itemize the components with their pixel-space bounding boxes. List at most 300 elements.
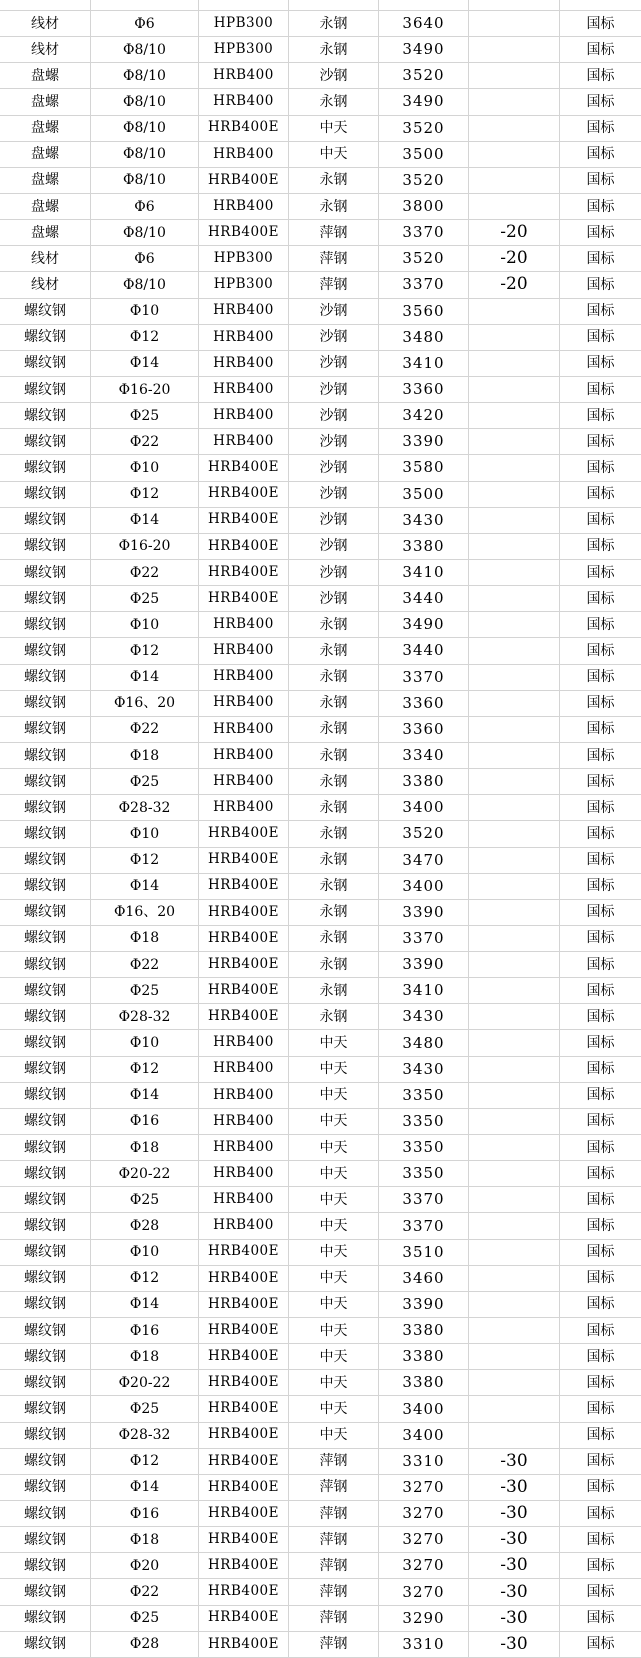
cell-standard[interactable]: 国标 [560,1109,641,1135]
cell-change[interactable] [469,1370,560,1396]
cell-change[interactable] [469,978,560,1004]
cell-spec[interactable]: Φ10 [91,455,199,481]
cell-grade[interactable]: HRB400E [199,1579,289,1605]
cell-spec[interactable]: Φ22 [91,1579,199,1605]
cell-standard[interactable]: 国标 [560,1527,641,1553]
cell-grade[interactable]: HRB400E [199,116,289,142]
cell-spec[interactable]: Φ18 [91,1344,199,1370]
cell-change[interactable] [469,769,560,795]
cell-price[interactable]: 3360 [379,377,469,403]
cell-category[interactable]: 螺纹钢 [0,299,91,325]
cell-standard[interactable]: 国标 [560,1213,641,1239]
cell-standard[interactable]: 国标 [560,874,641,900]
cell-price[interactable]: 3290 [379,1606,469,1632]
cell-spec[interactable]: Φ10 [91,821,199,847]
cell-change[interactable] [469,194,560,220]
cell-change[interactable] [469,717,560,743]
cell-spec[interactable]: Φ14 [91,1083,199,1109]
cell-category[interactable]: 螺纹钢 [0,638,91,664]
cell-price[interactable]: 3370 [379,272,469,298]
cell-grade[interactable]: HRB400E [199,1449,289,1475]
empty-cell[interactable] [289,0,379,11]
cell-change[interactable] [469,1396,560,1422]
cell-price[interactable]: 3430 [379,1004,469,1030]
cell-category[interactable]: 螺纹钢 [0,1553,91,1579]
cell-standard[interactable]: 国标 [560,1240,641,1266]
cell-category[interactable]: 螺纹钢 [0,1109,91,1135]
cell-change[interactable] [469,1057,560,1083]
cell-price[interactable]: 3270 [379,1501,469,1527]
cell-spec[interactable]: Φ12 [91,848,199,874]
cell-standard[interactable]: 国标 [560,612,641,638]
cell-spec[interactable]: Φ28-32 [91,795,199,821]
cell-standard[interactable]: 国标 [560,168,641,194]
cell-spec[interactable]: Φ16 [91,1109,199,1135]
cell-standard[interactable]: 国标 [560,691,641,717]
cell-price[interactable]: 3370 [379,1213,469,1239]
cell-spec[interactable]: Φ16、20 [91,691,199,717]
cell-spec[interactable]: Φ22 [91,560,199,586]
cell-change[interactable]: -30 [469,1501,560,1527]
cell-category[interactable]: 螺纹钢 [0,848,91,874]
cell-price[interactable]: 3500 [379,482,469,508]
cell-category[interactable]: 螺纹钢 [0,874,91,900]
cell-price[interactable]: 3470 [379,848,469,874]
cell-standard[interactable]: 国标 [560,1370,641,1396]
cell-change[interactable] [469,429,560,455]
cell-price[interactable]: 3370 [379,926,469,952]
cell-standard[interactable]: 国标 [560,769,641,795]
cell-change[interactable] [469,1240,560,1266]
cell-grade[interactable]: HRB400 [199,691,289,717]
cell-mill[interactable]: 萍钢 [289,1632,379,1658]
cell-price[interactable]: 3350 [379,1109,469,1135]
cell-mill[interactable]: 永钢 [289,612,379,638]
cell-price[interactable]: 3520 [379,116,469,142]
cell-category[interactable]: 螺纹钢 [0,1213,91,1239]
cell-grade[interactable]: HPB300 [199,11,289,37]
cell-spec[interactable]: Φ18 [91,926,199,952]
cell-mill[interactable]: 中天 [289,1344,379,1370]
cell-grade[interactable]: HRB400 [199,325,289,351]
cell-price[interactable]: 3370 [379,665,469,691]
cell-mill[interactable]: 永钢 [289,665,379,691]
cell-spec[interactable]: Φ14 [91,1475,199,1501]
cell-standard[interactable]: 国标 [560,403,641,429]
cell-grade[interactable]: HRB400 [199,1030,289,1056]
cell-grade[interactable]: HRB400E [199,1344,289,1370]
cell-mill[interactable]: 萍钢 [289,1527,379,1553]
cell-standard[interactable]: 国标 [560,1318,641,1344]
cell-price[interactable]: 3460 [379,1266,469,1292]
cell-spec[interactable]: Φ18 [91,1527,199,1553]
cell-mill[interactable]: 萍钢 [289,1449,379,1475]
cell-price[interactable]: 3520 [379,821,469,847]
cell-mill[interactable]: 永钢 [289,926,379,952]
cell-change[interactable] [469,116,560,142]
cell-standard[interactable]: 国标 [560,848,641,874]
cell-standard[interactable]: 国标 [560,299,641,325]
cell-grade[interactable]: HRB400 [199,1213,289,1239]
cell-mill[interactable]: 沙钢 [289,299,379,325]
cell-price[interactable]: 3350 [379,1161,469,1187]
cell-mill[interactable]: 永钢 [289,691,379,717]
cell-spec[interactable]: Φ8/10 [91,220,199,246]
cell-spec[interactable]: Φ16 [91,1318,199,1344]
cell-category[interactable]: 盘螺 [0,89,91,115]
cell-grade[interactable]: HRB400E [199,1004,289,1030]
cell-change[interactable]: -30 [469,1527,560,1553]
cell-standard[interactable]: 国标 [560,1606,641,1632]
empty-cell[interactable] [199,0,289,11]
cell-price[interactable]: 3350 [379,1083,469,1109]
cell-price[interactable]: 3360 [379,717,469,743]
cell-price[interactable]: 3380 [379,1344,469,1370]
cell-spec[interactable]: Φ20-22 [91,1161,199,1187]
cell-category[interactable]: 螺纹钢 [0,586,91,612]
cell-category[interactable]: 螺纹钢 [0,612,91,638]
cell-standard[interactable]: 国标 [560,1083,641,1109]
cell-category[interactable]: 螺纹钢 [0,952,91,978]
cell-price[interactable]: 3440 [379,586,469,612]
cell-mill[interactable]: 永钢 [289,168,379,194]
cell-standard[interactable]: 国标 [560,246,641,272]
cell-change[interactable] [469,482,560,508]
cell-mill[interactable]: 萍钢 [289,272,379,298]
cell-category[interactable]: 螺纹钢 [0,769,91,795]
cell-spec[interactable]: Φ22 [91,717,199,743]
cell-price[interactable]: 3370 [379,220,469,246]
cell-price[interactable]: 3310 [379,1449,469,1475]
cell-price[interactable]: 3270 [379,1579,469,1605]
cell-category[interactable]: 盘螺 [0,220,91,246]
cell-mill[interactable]: 永钢 [289,874,379,900]
cell-spec[interactable]: Φ20-22 [91,1370,199,1396]
cell-category[interactable]: 螺纹钢 [0,717,91,743]
cell-category[interactable]: 盘螺 [0,63,91,89]
cell-category[interactable]: 螺纹钢 [0,1057,91,1083]
cell-grade[interactable]: HRB400E [199,926,289,952]
cell-spec[interactable]: Φ12 [91,1057,199,1083]
cell-category[interactable]: 螺纹钢 [0,1004,91,1030]
cell-price[interactable]: 3520 [379,246,469,272]
cell-category[interactable]: 螺纹钢 [0,1292,91,1318]
cell-grade[interactable]: HRB400E [199,1396,289,1422]
cell-spec[interactable]: Φ10 [91,612,199,638]
cell-spec[interactable]: Φ6 [91,194,199,220]
cell-standard[interactable]: 国标 [560,220,641,246]
cell-change[interactable] [469,168,560,194]
cell-change[interactable]: -20 [469,246,560,272]
cell-grade[interactable]: HRB400E [199,508,289,534]
cell-category[interactable]: 线材 [0,11,91,37]
cell-grade[interactable]: HRB400 [199,429,289,455]
cell-mill[interactable]: 永钢 [289,769,379,795]
cell-grade[interactable]: HRB400E [199,848,289,874]
cell-spec[interactable]: Φ20 [91,1553,199,1579]
cell-change[interactable] [469,534,560,560]
cell-mill[interactable]: 中天 [289,1083,379,1109]
cell-change[interactable] [469,142,560,168]
cell-mill[interactable]: 沙钢 [289,325,379,351]
cell-grade[interactable]: HRB400E [199,821,289,847]
cell-grade[interactable]: HRB400 [199,63,289,89]
cell-standard[interactable]: 国标 [560,795,641,821]
cell-standard[interactable]: 国标 [560,952,641,978]
cell-price[interactable]: 3420 [379,403,469,429]
cell-category[interactable]: 螺纹钢 [0,1579,91,1605]
cell-spec[interactable]: Φ14 [91,665,199,691]
cell-mill[interactable]: 永钢 [289,194,379,220]
empty-cell[interactable] [560,0,641,11]
cell-standard[interactable]: 国标 [560,508,641,534]
cell-grade[interactable]: HRB400 [199,1187,289,1213]
cell-mill[interactable]: 沙钢 [289,560,379,586]
cell-standard[interactable]: 国标 [560,1266,641,1292]
cell-grade[interactable]: HRB400E [199,1501,289,1527]
cell-category[interactable]: 螺纹钢 [0,795,91,821]
cell-mill[interactable]: 中天 [289,1161,379,1187]
cell-grade[interactable]: HRB400E [199,952,289,978]
cell-mill[interactable]: 中天 [289,142,379,168]
cell-change[interactable] [469,325,560,351]
cell-change[interactable] [469,926,560,952]
cell-mill[interactable]: 永钢 [289,821,379,847]
cell-spec[interactable]: Φ25 [91,586,199,612]
cell-standard[interactable]: 国标 [560,455,641,481]
cell-category[interactable]: 螺纹钢 [0,1423,91,1449]
cell-category[interactable]: 线材 [0,37,91,63]
cell-standard[interactable]: 国标 [560,1579,641,1605]
cell-spec[interactable]: Φ10 [91,299,199,325]
cell-mill[interactable]: 永钢 [289,795,379,821]
cell-spec[interactable]: Φ12 [91,482,199,508]
cell-spec[interactable]: Φ12 [91,325,199,351]
cell-spec[interactable]: Φ25 [91,1606,199,1632]
cell-standard[interactable]: 国标 [560,1187,641,1213]
cell-standard[interactable]: 国标 [560,1632,641,1658]
cell-category[interactable]: 螺纹钢 [0,455,91,481]
cell-price[interactable]: 3490 [379,612,469,638]
cell-standard[interactable]: 国标 [560,1449,641,1475]
cell-change[interactable]: -30 [469,1553,560,1579]
cell-mill[interactable]: 中天 [289,1292,379,1318]
cell-category[interactable]: 螺纹钢 [0,665,91,691]
cell-spec[interactable]: Φ12 [91,1266,199,1292]
cell-spec[interactable]: Φ28 [91,1213,199,1239]
cell-spec[interactable]: Φ16 [91,1501,199,1527]
cell-price[interactable]: 3510 [379,1240,469,1266]
cell-category[interactable]: 线材 [0,246,91,272]
empty-cell[interactable] [379,0,469,11]
cell-category[interactable]: 螺纹钢 [0,926,91,952]
cell-spec[interactable]: Φ8/10 [91,89,199,115]
cell-change[interactable] [469,403,560,429]
cell-spec[interactable]: Φ22 [91,429,199,455]
cell-standard[interactable]: 国标 [560,116,641,142]
cell-change[interactable] [469,89,560,115]
cell-grade[interactable]: HRB400E [199,1527,289,1553]
cell-category[interactable]: 螺纹钢 [0,377,91,403]
cell-mill[interactable]: 中天 [289,1318,379,1344]
cell-mill[interactable]: 萍钢 [289,220,379,246]
cell-mill[interactable]: 中天 [289,1240,379,1266]
cell-change[interactable] [469,743,560,769]
cell-grade[interactable]: HRB400 [199,1109,289,1135]
cell-mill[interactable]: 沙钢 [289,351,379,377]
cell-change[interactable]: -30 [469,1606,560,1632]
cell-price[interactable]: 3500 [379,142,469,168]
cell-category[interactable]: 螺纹钢 [0,691,91,717]
cell-category[interactable]: 盘螺 [0,168,91,194]
cell-price[interactable]: 3490 [379,37,469,63]
cell-grade[interactable]: HRB400E [199,455,289,481]
cell-standard[interactable]: 国标 [560,89,641,115]
cell-mill[interactable]: 中天 [289,1396,379,1422]
cell-mill[interactable]: 中天 [289,116,379,142]
cell-price[interactable]: 3270 [379,1553,469,1579]
cell-price[interactable]: 3380 [379,534,469,560]
cell-mill[interactable]: 永钢 [289,11,379,37]
cell-standard[interactable]: 国标 [560,665,641,691]
cell-mill[interactable]: 中天 [289,1370,379,1396]
cell-change[interactable] [469,952,560,978]
cell-spec[interactable]: Φ8/10 [91,37,199,63]
cell-mill[interactable]: 中天 [289,1057,379,1083]
cell-change[interactable] [469,560,560,586]
cell-standard[interactable]: 国标 [560,1501,641,1527]
cell-mill[interactable]: 永钢 [289,638,379,664]
cell-change[interactable] [469,1004,560,1030]
cell-spec[interactable]: Φ25 [91,1187,199,1213]
cell-change[interactable]: -30 [469,1632,560,1658]
cell-standard[interactable]: 国标 [560,638,641,664]
cell-price[interactable]: 3800 [379,194,469,220]
cell-spec[interactable]: Φ28-32 [91,1004,199,1030]
cell-standard[interactable]: 国标 [560,586,641,612]
cell-spec[interactable]: Φ16、20 [91,900,199,926]
cell-change[interactable]: -20 [469,220,560,246]
cell-category[interactable]: 螺纹钢 [0,978,91,1004]
cell-change[interactable] [469,351,560,377]
cell-mill[interactable]: 永钢 [289,900,379,926]
cell-mill[interactable]: 永钢 [289,848,379,874]
cell-change[interactable]: -30 [469,1449,560,1475]
cell-change[interactable] [469,63,560,89]
cell-mill[interactable]: 沙钢 [289,508,379,534]
cell-grade[interactable]: HRB400 [199,89,289,115]
cell-category[interactable]: 螺纹钢 [0,1527,91,1553]
cell-change[interactable] [469,508,560,534]
cell-category[interactable]: 螺纹钢 [0,1344,91,1370]
cell-spec[interactable]: Φ14 [91,351,199,377]
cell-standard[interactable]: 国标 [560,821,641,847]
cell-category[interactable]: 螺纹钢 [0,1370,91,1396]
cell-change[interactable] [469,1030,560,1056]
cell-price[interactable]: 3360 [379,691,469,717]
cell-category[interactable]: 螺纹钢 [0,325,91,351]
cell-price[interactable]: 3390 [379,1292,469,1318]
cell-spec[interactable]: Φ14 [91,1292,199,1318]
cell-standard[interactable]: 国标 [560,1057,641,1083]
cell-price[interactable]: 3640 [379,11,469,37]
cell-change[interactable] [469,1109,560,1135]
cell-mill[interactable]: 中天 [289,1266,379,1292]
cell-change[interactable] [469,1423,560,1449]
cell-grade[interactable]: HRB400 [199,795,289,821]
empty-cell[interactable] [469,0,560,11]
cell-grade[interactable]: HRB400 [199,194,289,220]
cell-standard[interactable]: 国标 [560,978,641,1004]
cell-change[interactable]: -30 [469,1579,560,1605]
cell-change[interactable] [469,11,560,37]
cell-standard[interactable]: 国标 [560,717,641,743]
empty-cell[interactable] [0,0,91,11]
cell-price[interactable]: 3400 [379,1396,469,1422]
cell-standard[interactable]: 国标 [560,377,641,403]
cell-mill[interactable]: 萍钢 [289,1501,379,1527]
cell-price[interactable]: 3410 [379,560,469,586]
cell-spec[interactable]: Φ28 [91,1632,199,1658]
cell-price[interactable]: 3390 [379,900,469,926]
cell-grade[interactable]: HRB400E [199,1632,289,1658]
cell-standard[interactable]: 国标 [560,482,641,508]
cell-mill[interactable]: 萍钢 [289,246,379,272]
cell-mill[interactable]: 沙钢 [289,63,379,89]
cell-price[interactable]: 3380 [379,1318,469,1344]
cell-price[interactable]: 3480 [379,325,469,351]
cell-mill[interactable]: 沙钢 [289,377,379,403]
cell-grade[interactable]: HRB400 [199,769,289,795]
cell-change[interactable]: -20 [469,272,560,298]
cell-grade[interactable]: HRB400E [199,534,289,560]
cell-standard[interactable]: 国标 [560,1004,641,1030]
cell-spec[interactable]: Φ22 [91,952,199,978]
cell-change[interactable] [469,1213,560,1239]
cell-standard[interactable]: 国标 [560,63,641,89]
cell-standard[interactable]: 国标 [560,351,641,377]
cell-price[interactable]: 3480 [379,1030,469,1056]
cell-change[interactable] [469,1266,560,1292]
cell-standard[interactable]: 国标 [560,429,641,455]
cell-price[interactable]: 3430 [379,508,469,534]
cell-grade[interactable]: HRB400 [199,717,289,743]
cell-category[interactable]: 盘螺 [0,142,91,168]
cell-category[interactable]: 螺纹钢 [0,1083,91,1109]
cell-spec[interactable]: Φ25 [91,403,199,429]
cell-grade[interactable]: HPB300 [199,246,289,272]
cell-mill[interactable]: 萍钢 [289,1553,379,1579]
cell-category[interactable]: 螺纹钢 [0,1318,91,1344]
cell-category[interactable]: 螺纹钢 [0,1449,91,1475]
cell-spec[interactable]: Φ18 [91,743,199,769]
cell-spec[interactable]: Φ8/10 [91,272,199,298]
cell-grade[interactable]: HRB400E [199,978,289,1004]
cell-grade[interactable]: HRB400E [199,1475,289,1501]
cell-mill[interactable]: 永钢 [289,743,379,769]
cell-grade[interactable]: HRB400 [199,1057,289,1083]
cell-spec[interactable]: Φ16-20 [91,377,199,403]
cell-category[interactable]: 螺纹钢 [0,560,91,586]
cell-standard[interactable]: 国标 [560,1161,641,1187]
cell-change[interactable] [469,1083,560,1109]
cell-grade[interactable]: HRB400E [199,874,289,900]
cell-change[interactable] [469,665,560,691]
cell-grade[interactable]: HRB400 [199,142,289,168]
cell-mill[interactable]: 永钢 [289,37,379,63]
cell-grade[interactable]: HRB400E [199,1423,289,1449]
cell-mill[interactable]: 沙钢 [289,429,379,455]
